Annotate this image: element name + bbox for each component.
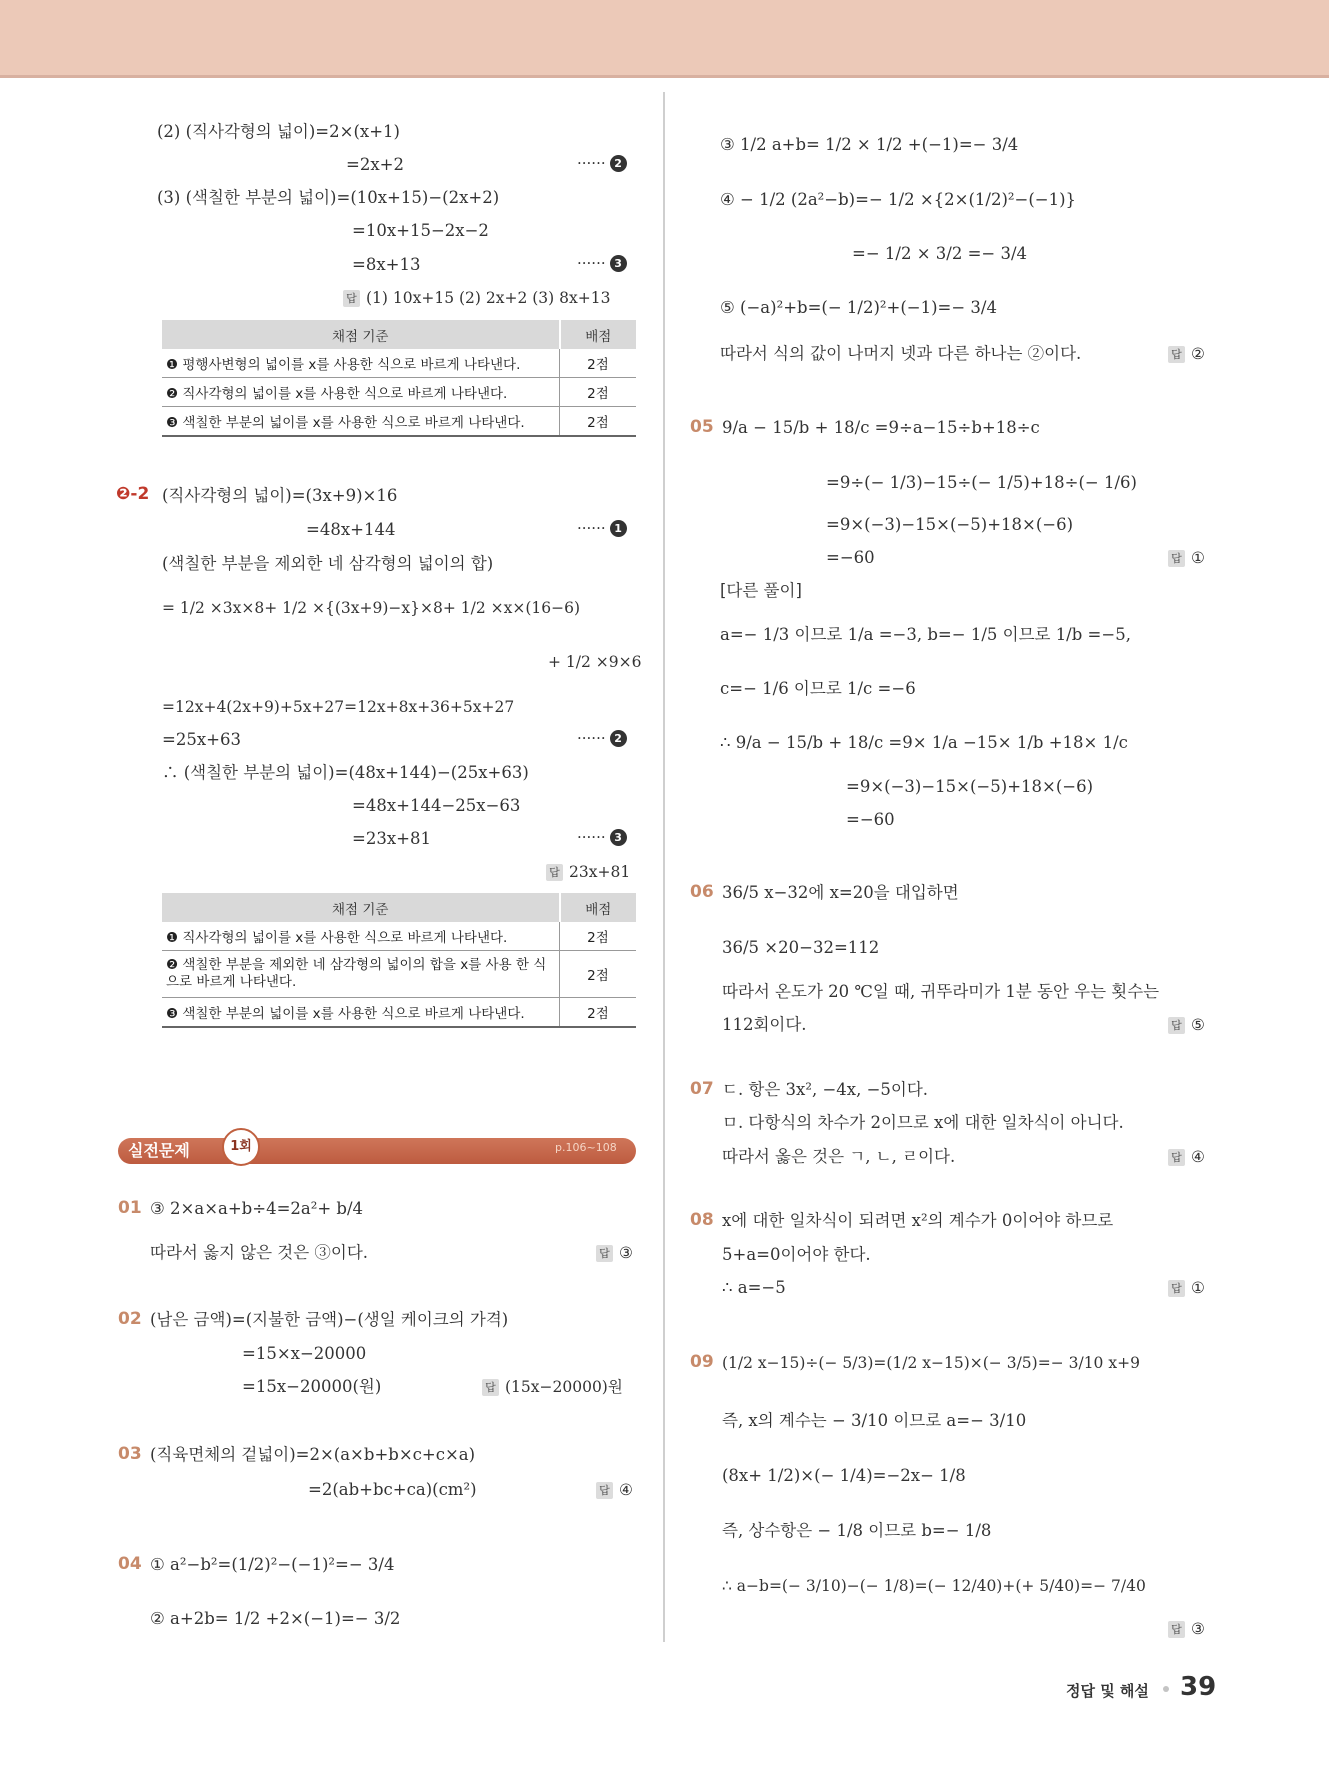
- solution-line: =12x+4(2x+9)+5x+27=12x+8x+36+5x+27: [162, 698, 515, 716]
- problem-number: 08: [690, 1210, 714, 1230]
- problem-number: 02: [118, 1309, 142, 1329]
- header-band: [0, 0, 1329, 78]
- solution-line: ∴ a=−5: [722, 1278, 786, 1297]
- solution-line: 즉, x의 계수는 − 3/10 이므로 a=− 3/10: [722, 1411, 1027, 1430]
- solution-line: =−60: [826, 548, 875, 567]
- table-header: 채점 기준: [162, 320, 560, 349]
- solution-line: 36/5 ×20−32=112: [722, 938, 880, 957]
- solution-line: x에 대한 일차식이 되려면 x²의 계수가 0이어야 하므로: [722, 1211, 1114, 1230]
- table-cell: 2점: [560, 951, 637, 998]
- solution-line: (8x+ 1/2)×(− 1/4)=−2x− 1/8: [722, 1466, 966, 1485]
- answer: 답 (15x−20000)원: [482, 1376, 623, 1398]
- solution-line: =15×x−20000: [242, 1344, 367, 1363]
- solution-line: 따라서 옳은 것은 ㄱ, ㄴ, ㄹ이다.: [722, 1147, 956, 1166]
- solution-line: ③ 2×a×a+b÷4=2a²+ b/4: [150, 1199, 364, 1218]
- problem-number: 03: [118, 1444, 142, 1464]
- solution-line: =2x+2: [346, 155, 404, 174]
- solution-line: ② a+2b= 1/2 +2×(−1)=− 3/2: [150, 1609, 401, 1628]
- solution-line: a=− 1/3 이므로 1/a =−3, b=− 1/5 이므로 1/b =−5,: [720, 625, 1131, 644]
- solution-line: =− 1/2 × 3/2 =− 3/4: [852, 244, 1028, 263]
- solution-line: 112회이다.: [722, 1015, 807, 1034]
- solution-line: =8x+13: [352, 255, 421, 274]
- solution-line: (색칠한 부분을 제외한 네 삼각형의 넓이의 합): [162, 554, 494, 573]
- practice-page-range: p.106~108: [555, 1141, 617, 1154]
- solution-line: 즉, 상수항은 − 1/8 이므로 b=− 1/8: [722, 1521, 992, 1540]
- page-number: 39: [1180, 1672, 1217, 1702]
- solution-line: 따라서 온도가 20 ℃일 때, 귀뚜라미가 1분 동안 우는 횟수는: [722, 982, 1160, 1001]
- step-marker: ······ 2: [577, 154, 627, 172]
- answer-badge: 답: [596, 1482, 613, 1499]
- practice-round-badge: 1회: [222, 1128, 260, 1166]
- solution-line: (3) (색칠한 부분의 넓이)=(10x+15)−(2x+2): [157, 188, 500, 207]
- solution-line: (남은 금액)=(지불한 금액)−(생일 케이크의 가격): [150, 1310, 509, 1329]
- solution-line: =23x+81: [352, 829, 431, 848]
- solution-line: (1/2 x−15)÷(− 5/3)=(1/2 x−15)×(− 3/5)=− 3/10 x+9: [722, 1354, 1140, 1372]
- table-cell: 2점: [560, 349, 637, 378]
- table-cell: 2점: [560, 407, 637, 437]
- answer: 답 ①: [1168, 547, 1205, 569]
- answer: 답 ③: [596, 1242, 633, 1264]
- solution-line: =−60: [846, 810, 895, 829]
- answer: 답 ⑤: [1168, 1014, 1205, 1036]
- table-cell: 2점: [560, 378, 637, 407]
- solution-line: ㅁ. 다항식의 차수가 2이므로 x에 대한 일차식이 아니다.: [722, 1113, 1124, 1132]
- solution-line: ㄷ. 항은 3x², −4x, −5이다.: [722, 1080, 929, 1099]
- table-cell: ❷ 색칠한 부분을 제외한 네 삼각형의 넓이의 합을 x를 사용 한 식으로 바르게 나타낸다.: [162, 951, 560, 998]
- answer-badge: 답: [1168, 1280, 1185, 1297]
- solution-line: ④ − 1/2 (2a²−b)=− 1/2 ×{2×(1/2)²−(−1)}: [720, 190, 1077, 209]
- answer: 답 ②: [1168, 343, 1205, 365]
- solution-line: =48x+144: [306, 520, 396, 539]
- solution-line: ∴ a−b=(− 3/10)−(− 1/8)=(− 12/40)+(+ 5/40)=− 7/40: [722, 1577, 1146, 1595]
- table-header: 배점: [560, 320, 637, 349]
- table-cell: ❸ 색칠한 부분의 넓이를 x를 사용한 식으로 바르게 나타낸다.: [162, 407, 560, 437]
- problem-number: 09: [690, 1352, 714, 1372]
- solution-line: =9×(−3)−15×(−5)+18×(−6): [846, 777, 1094, 796]
- answer: 답 23x+81: [546, 861, 630, 883]
- solution-line: 5+a=0이어야 한다.: [722, 1245, 871, 1264]
- problem-number: 07: [690, 1079, 714, 1099]
- footer-separator-dot: [1163, 1686, 1169, 1692]
- solution-line: =10x+15−2x−2: [352, 221, 489, 240]
- table-cell: ❷ 직사각형의 넓이를 x를 사용한 식으로 바르게 나타낸다.: [162, 378, 560, 407]
- table-header: 배점: [560, 893, 637, 922]
- step-marker: ······ 1: [577, 519, 627, 537]
- answer: 답 ④: [1168, 1146, 1205, 1168]
- answer-badge: 답: [1168, 1621, 1185, 1638]
- table-cell: 2점: [560, 922, 637, 951]
- solution-line: (직육면체의 겉넓이)=2×(a×b+b×c+c×a): [150, 1445, 476, 1464]
- table-cell: ❶ 직사각형의 넓이를 x를 사용한 식으로 바르게 나타낸다.: [162, 922, 560, 951]
- practice-section-title: 실전문제: [128, 1141, 190, 1160]
- answer: 답 (1) 10x+15 (2) 2x+2 (3) 8x+13: [343, 287, 610, 309]
- solution-line: =9×(−3)−15×(−5)+18×(−6): [826, 515, 1074, 534]
- solution-line: = 1/2 ×3x×8+ 1/2 ×{(3x+9)−x}×8+ 1/2 ×x×(16−6): [162, 599, 581, 617]
- solution-line: =15x−20000(원): [242, 1377, 382, 1396]
- answer-badge: 답: [1168, 346, 1185, 363]
- answer-badge: 답: [343, 290, 360, 307]
- column-divider: [663, 92, 665, 1642]
- step-marker: ······ 3: [577, 828, 627, 846]
- solution-line: (2) (직사각형의 넓이)=2×(x+1): [157, 122, 400, 141]
- solution-line: ⑤ (−a)²+b=(− 1/2)²+(−1)=− 3/4: [720, 298, 997, 317]
- solution-line: =48x+144−25x−63: [352, 796, 521, 815]
- problem-number: 05: [690, 417, 714, 437]
- alt-solution-heading: [다른 풀이]: [720, 581, 802, 600]
- solution-line: ∴ 9/a − 15/b + 18/c =9× 1/a −15× 1/b +18× 1/c: [720, 733, 1128, 752]
- solution-line: c=− 1/6 이므로 1/c =−6: [720, 679, 916, 698]
- answer-badge: 답: [1168, 1149, 1185, 1166]
- solution-line: 따라서 옳지 않은 것은 ③이다.: [150, 1243, 369, 1262]
- solution-line: ∴ (색칠한 부분의 넓이)=(48x+144)−(25x+63): [162, 763, 529, 782]
- solution-line: =25x+63: [162, 730, 241, 749]
- answer-badge: 답: [596, 1245, 613, 1262]
- problem-number: ❷-2: [116, 484, 150, 504]
- answer-badge: 답: [1168, 550, 1185, 567]
- answer: 답 ①: [1168, 1277, 1205, 1299]
- step-marker: ······ 3: [577, 254, 627, 272]
- problem-number: 04: [118, 1554, 142, 1574]
- problem-number: 06: [690, 882, 714, 902]
- table-cell: 2점: [560, 998, 637, 1028]
- answer: 답 ③: [1168, 1618, 1205, 1640]
- table-header: 채점 기준: [162, 893, 560, 922]
- answer-badge: 답: [482, 1379, 499, 1396]
- answer-badge: 답: [1168, 1017, 1185, 1034]
- scoring-table: [162, 320, 636, 437]
- scoring-table: [162, 893, 636, 1028]
- solution-line: =9÷(− 1/3)−15÷(− 1/5)+18÷(− 1/6): [826, 473, 1137, 492]
- solution-line: (직사각형의 넓이)=(3x+9)×16: [162, 486, 398, 505]
- solution-line: ③ 1/2 a+b= 1/2 × 1/2 +(−1)=− 3/4: [720, 135, 1019, 154]
- answer: 답 ④: [596, 1479, 633, 1501]
- solution-line: + 1/2 ×9×6: [548, 653, 642, 671]
- solution-line: 9/a − 15/b + 18/c =9÷a−15÷b+18÷c: [722, 418, 1040, 437]
- table-cell: ❶ 평행사변형의 넓이를 x를 사용한 식으로 바르게 나타낸다.: [162, 349, 560, 378]
- problem-number: 01: [118, 1198, 142, 1218]
- footer-title: 정답 및 해설: [1066, 1682, 1149, 1700]
- solution-line: =2(ab+bc+ca)(cm²): [308, 1480, 477, 1499]
- solution-line: 36/5 x−32에 x=20을 대입하면: [722, 883, 959, 902]
- step-marker: ······ 2: [577, 729, 627, 747]
- table-cell: ❸ 색칠한 부분의 넓이를 x를 사용한 식으로 바르게 나타낸다.: [162, 998, 560, 1028]
- solution-line: 따라서 식의 값이 나머지 넷과 다른 하나는 ②이다.: [720, 344, 1082, 363]
- answer-badge: 답: [546, 864, 563, 881]
- solution-line: ① a²−b²=(1/2)²−(−1)²=− 3/4: [150, 1555, 395, 1574]
